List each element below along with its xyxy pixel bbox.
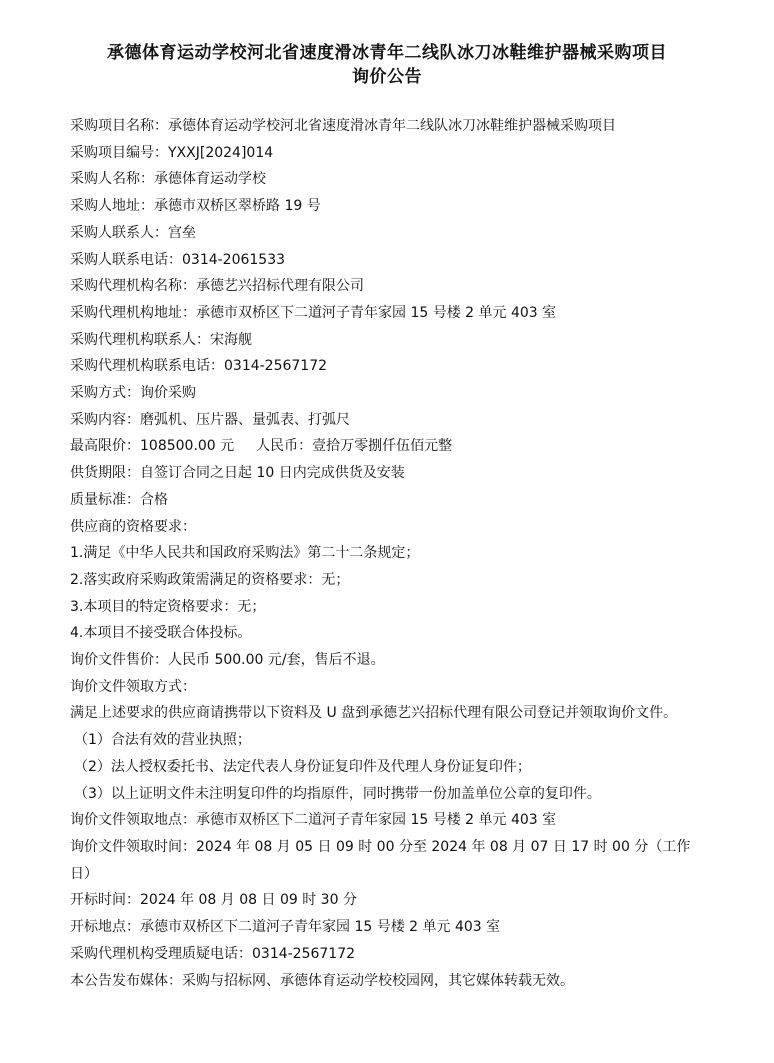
- procurement-method: 采购方式：询价采购: [70, 385, 196, 402]
- document-method-heading: 询价文件领取方式：: [70, 678, 196, 695]
- max-price-line: [70, 433, 700, 460]
- opening-time: 开标时间：2024 年 08 月 08 日 09 时 30 分: [70, 892, 357, 909]
- purchaser-address: 采购人地址：承德市双桥区翠桥路 19 号: [70, 198, 321, 215]
- purchaser-contact: 采购人联系人：宫垒: [70, 224, 196, 241]
- document-place: 询价文件领取地点：承德市双桥区下二道河子青年家园 15 号楼 2 单元 403 室: [70, 812, 557, 829]
- agency-name: 采购代理机构名称：承德艺兴招标代理有限公司: [70, 278, 364, 295]
- purchaser-name: 采购人名称：承德体育运动学校: [70, 171, 266, 188]
- page-title: 承德体育运动学校河北省速度滑冰青年二线队冰刀冰鞋维护器械采购项目: [107, 43, 667, 63]
- agency-contact: 采购代理机构联系人：宋海舰: [70, 331, 252, 348]
- qualification-item: 2.落实政府采购政策需满足的资格要求：无；: [70, 571, 350, 588]
- qualifications-heading: 供应商的资格要求：: [70, 518, 196, 535]
- agency-address: 采购代理机构地址：承德市双桥区下二道河子青年家园 15 号楼 2 单元 403 室: [70, 304, 557, 321]
- opening-place: 开标地点：承德市双桥区下二道河子青年家园 15 号楼 2 单元 403 室: [70, 919, 501, 936]
- document-price: 询价文件售价：人民币 500.00 元/套，售后不退。: [70, 652, 385, 669]
- document-time: 询价文件领取时间：2024 年 08 月 05 日 09 时 00 分至 2024 年 08 月 07 日 17 时 00 分（工作日）: [70, 838, 691, 882]
- document-requirement-item: （1）合法有效的营业执照；: [74, 732, 251, 749]
- max-price: 最高限价：108500.00 元: [70, 438, 235, 455]
- delivery-period: 供货期限：自签订合同之日起 10 日内完成供货及安装: [70, 465, 405, 482]
- project-number: 采购项目编号：YXXJ[2024]014: [70, 144, 274, 161]
- qualification-item: 4.本项目不接受联合体投标。: [70, 625, 252, 642]
- project-name: 采购项目名称：承德体育运动学校河北省速度滑冰青年二线队冰刀冰鞋维护器械采购项目: [70, 118, 616, 134]
- max-price-chinese: 人民币：壹拾万零捌仟伍佰元整: [256, 438, 453, 455]
- purchaser-phone: 采购人联系电话：0314-2061533: [70, 251, 286, 268]
- procurement-content: 采购内容：磨弧机、压片器、量弧表、打弧尺: [70, 411, 350, 428]
- announcement-body: [70, 113, 700, 994]
- document-requirement-item: （2）法人授权委托书、法定代表人身份证复印件及代理人身份证复印件；: [74, 758, 531, 775]
- quality-standard: 质量标准：合格: [70, 491, 168, 508]
- agency-phone: 采购代理机构联系电话：0314-2567172: [70, 358, 328, 375]
- qualification-item: 3.本项目的特定资格要求：无；: [70, 598, 266, 615]
- query-phone: 采购代理机构受理质疑电话：0314-2567172: [70, 945, 356, 962]
- publication-media: 本公告发布媒体：采购与招标网、承德体育运动学校校园网，其它媒体转载无效。: [70, 972, 574, 989]
- document-method-intro: 满足上述要求的供应商请携带以下资料及 U 盘到承德艺兴招标代理有限公司登记并领取询价文件。: [70, 705, 678, 722]
- qualification-item: 1.满足《中华人民共和国政府采购法》第二十二条规定；: [70, 545, 420, 562]
- page-subtitle: 询价公告: [352, 67, 422, 87]
- document-requirement-item: （3）以上证明文件未注明复印件的均指原件，同时携带一份加盖单位公章的复印件。: [74, 785, 601, 802]
